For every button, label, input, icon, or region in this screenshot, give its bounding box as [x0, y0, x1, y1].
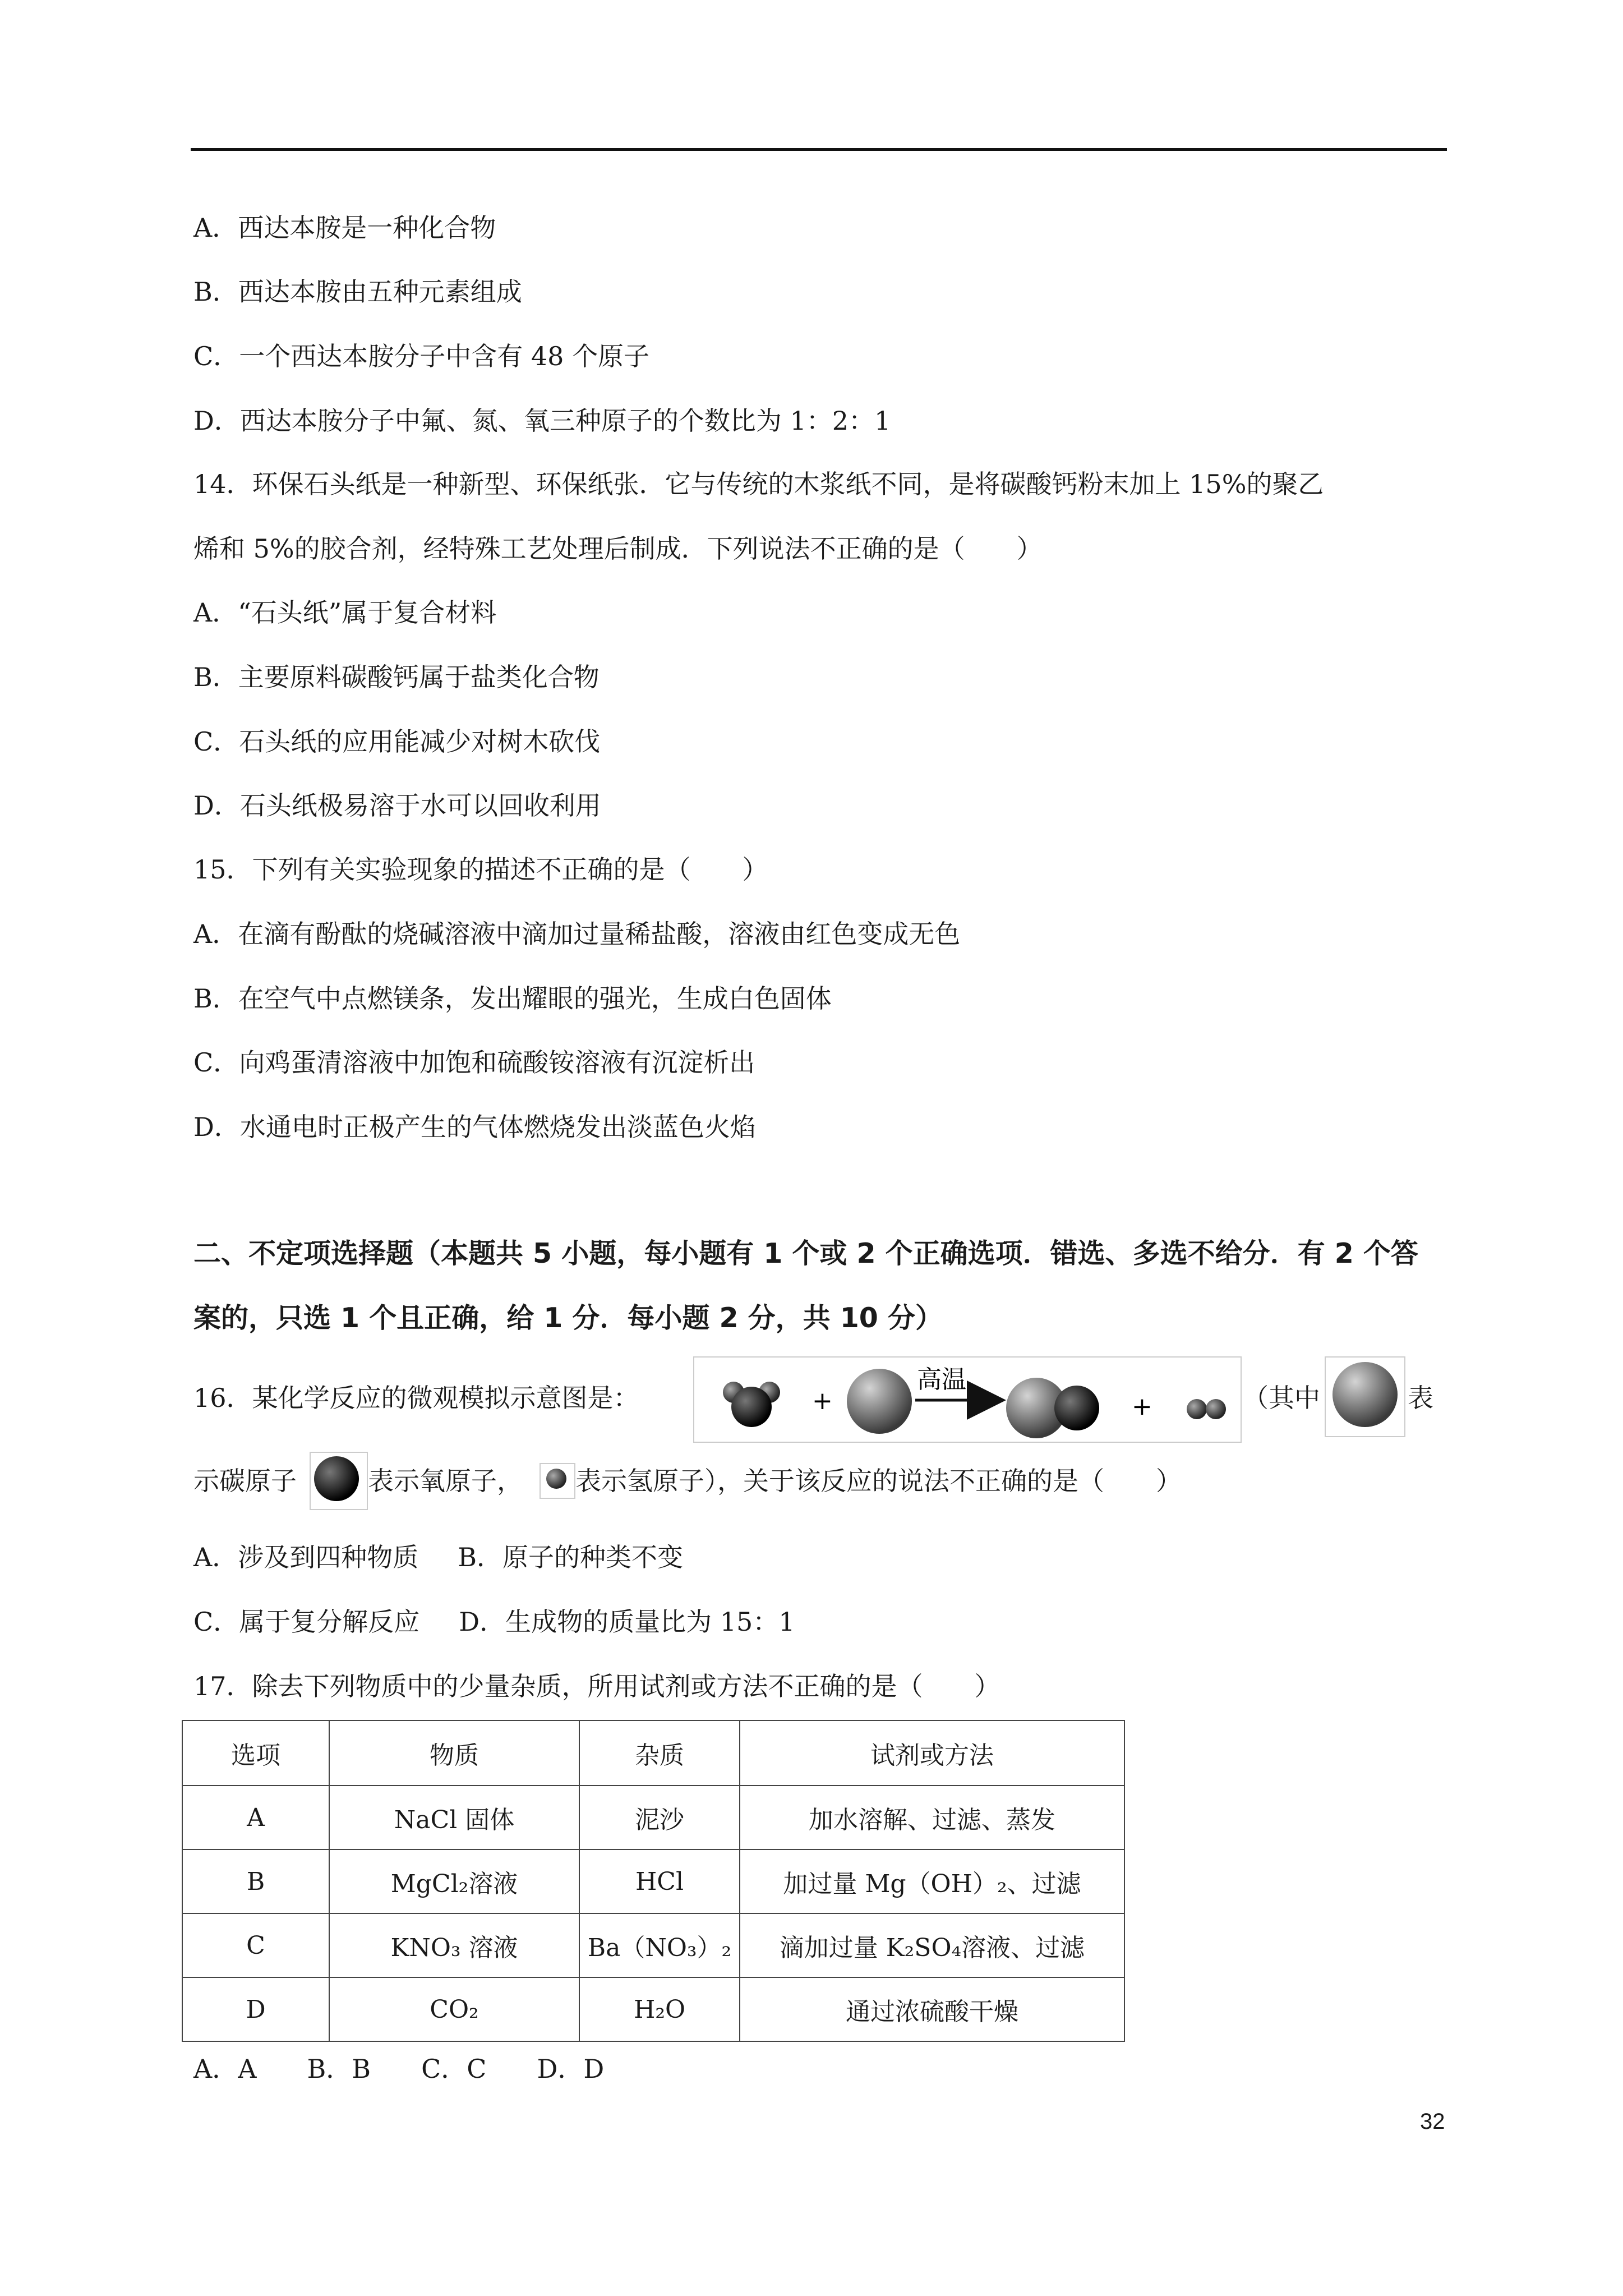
table-header-row: [182, 1720, 1124, 1786]
q16-option-c: C．属于复分解反应: [193, 1607, 420, 1637]
legend-hydrogen-icon: [541, 1464, 574, 1498]
q15-option-c: C．向鸡蛋清溶液中加饱和硫酸铵溶液有沉淀析出: [193, 1047, 755, 1078]
table-header-cell: 杂质: [579, 1720, 740, 1786]
legend-carbon-icon: [1326, 1358, 1404, 1436]
q17-answer-c: C．C: [421, 2054, 487, 2084]
q14-option-a: A．“石头纸”属于复合材料: [193, 597, 497, 628]
q13-option-a: A．西达本胺是一种化合物: [193, 213, 496, 243]
table-header-cell: 物质: [329, 1720, 579, 1786]
q17-answer-b: B．B: [307, 2054, 371, 2084]
table-row: [182, 1977, 1124, 2041]
table-header-cell: 试剂或方法: [740, 1720, 1124, 1786]
q16-line2-hydrogen: 表示氢原子），关于该反应的说法不正确的是（ ）: [575, 1466, 1182, 1496]
header-rule: [191, 148, 1447, 151]
reaction-condition: 高温: [917, 1365, 966, 1394]
q17-table: [182, 1720, 1125, 2042]
q14-stem-line1: 14．环保石头纸是一种新型、环保纸张．它与传统的木浆纸不同，是将碳酸钙粉末加上 15%的聚乙: [193, 469, 1324, 499]
q13-option-d: D．西达本胺分子中氟、氮、氧三种原子的个数比为 1：2：1: [193, 406, 891, 436]
table-cell: NaCl 固体: [329, 1786, 579, 1849]
carbon-monoxide-molecule-icon: [1006, 1378, 1099, 1438]
q15-option-d: D．水通电时正极产生的气体燃烧发出淡蓝色火焰: [193, 1112, 756, 1142]
q17-stem: 17．除去下列物质中的少量杂质，所用试剂或方法不正确的是（ ）: [193, 1671, 1000, 1701]
q13-option-c: C．一个西达本胺分子中含有 48 个原子: [193, 341, 649, 371]
table-cell: CO₂: [329, 1977, 579, 2041]
q17-answer-d: D．D: [537, 2054, 605, 2084]
table-row: [182, 1786, 1124, 1849]
q14-option-c: C．石头纸的应用能减少对树木砍伐: [193, 726, 601, 757]
table-cell: 加水溶解、过滤、蒸发: [740, 1786, 1124, 1849]
table-cell: HCl: [579, 1849, 740, 1913]
table-cell: D: [182, 1977, 329, 2041]
legend-hydrogen-box: [540, 1463, 575, 1499]
q15-option-b: B．在空气中点燃镁条，发出耀眼的强光，生成白色固体: [193, 983, 832, 1014]
q16-options-row2: [193, 1605, 795, 1639]
table-cell: 泥沙: [579, 1786, 740, 1849]
q16-legend-carbon-suffix: 表: [1408, 1383, 1433, 1413]
plus-sign-1: +: [812, 1387, 833, 1415]
q17-answer-a: A．A: [193, 2054, 257, 2084]
table-cell: B: [182, 1849, 329, 1913]
table-cell: MgCl₂溶液: [329, 1849, 579, 1913]
carbon-atom-icon: [847, 1369, 912, 1434]
table-cell: A: [182, 1786, 329, 1849]
legend-oxygen-box: [310, 1452, 368, 1510]
table-cell: KNO₃ 溶液: [329, 1913, 579, 1977]
table-row: [182, 1913, 1124, 1977]
table-cell: 加过量 Mg（OH）₂、过滤: [740, 1849, 1124, 1913]
q15-option-a: A．在滴有酚酞的烧碱溶液中滴加过量稀盐酸，溶液由红色变成无色: [193, 919, 961, 949]
q16-option-a: A．涉及到四种物质: [193, 1542, 419, 1572]
table-header-cell: 选项: [182, 1720, 329, 1786]
q14-option-d: D．石头纸极易溶于水可以回收利用: [193, 790, 601, 821]
page-number: 32: [1420, 2109, 1445, 2134]
reaction-diagram-svg: [694, 1358, 1241, 1442]
table-cell: C: [182, 1913, 329, 1977]
reaction-diagram: [693, 1356, 1242, 1443]
q16-option-d: D．生成物的质量比为 15：1: [459, 1607, 795, 1637]
q16-option-b: B．原子的种类不变: [458, 1542, 684, 1572]
q16-options-row1: [193, 1540, 683, 1574]
table-row: [182, 1849, 1124, 1913]
q16-line2-carbon: 示碳原子: [193, 1466, 297, 1496]
table-cell: H₂O: [579, 1977, 740, 2041]
q13-option-b: B．西达本胺由五种元素组成: [193, 277, 522, 307]
table-cell: Ba（NO₃）₂: [579, 1913, 740, 1977]
q14-stem-line2: 烯和 5%的胶合剂，经特殊工艺处理后制成．下列说法不正确的是（ ）: [193, 533, 1043, 564]
q14-option-b: B．主要原料碳酸钙属于盐类化合物: [193, 662, 600, 692]
legend-carbon-box: [1325, 1356, 1405, 1437]
q17-answers: [193, 2052, 604, 2086]
q16-stem-start: 16．某化学反应的微观模拟示意图是：: [193, 1383, 639, 1413]
q15-stem: 15．下列有关实验现象的描述不正确的是（ ）: [193, 854, 768, 885]
water-molecule-icon: [723, 1382, 780, 1427]
hydrogen-molecule-icon: [1187, 1399, 1226, 1419]
plus-sign-2: +: [1132, 1392, 1152, 1421]
table-cell: 滴加过量 K₂SO₄溶液、过滤: [740, 1913, 1124, 1977]
table-cell: 通过浓硫酸干燥: [740, 1977, 1124, 2041]
legend-oxygen-icon: [311, 1453, 367, 1509]
section2-heading-line2: 案的，只选 1 个且正确，给 1 分．每小题 2 分，共 10 分）: [193, 1302, 943, 1334]
q16-line2-oxygen: 表示氧原子，: [368, 1466, 523, 1496]
q16-legend-prefix: （其中: [1243, 1383, 1320, 1413]
section2-heading-line1: 二、不定项选择题（本题共 5 小题，每小题有 1 个或 2 个正确选项．错选、多选不给分．有 2 个答: [193, 1237, 1418, 1269]
